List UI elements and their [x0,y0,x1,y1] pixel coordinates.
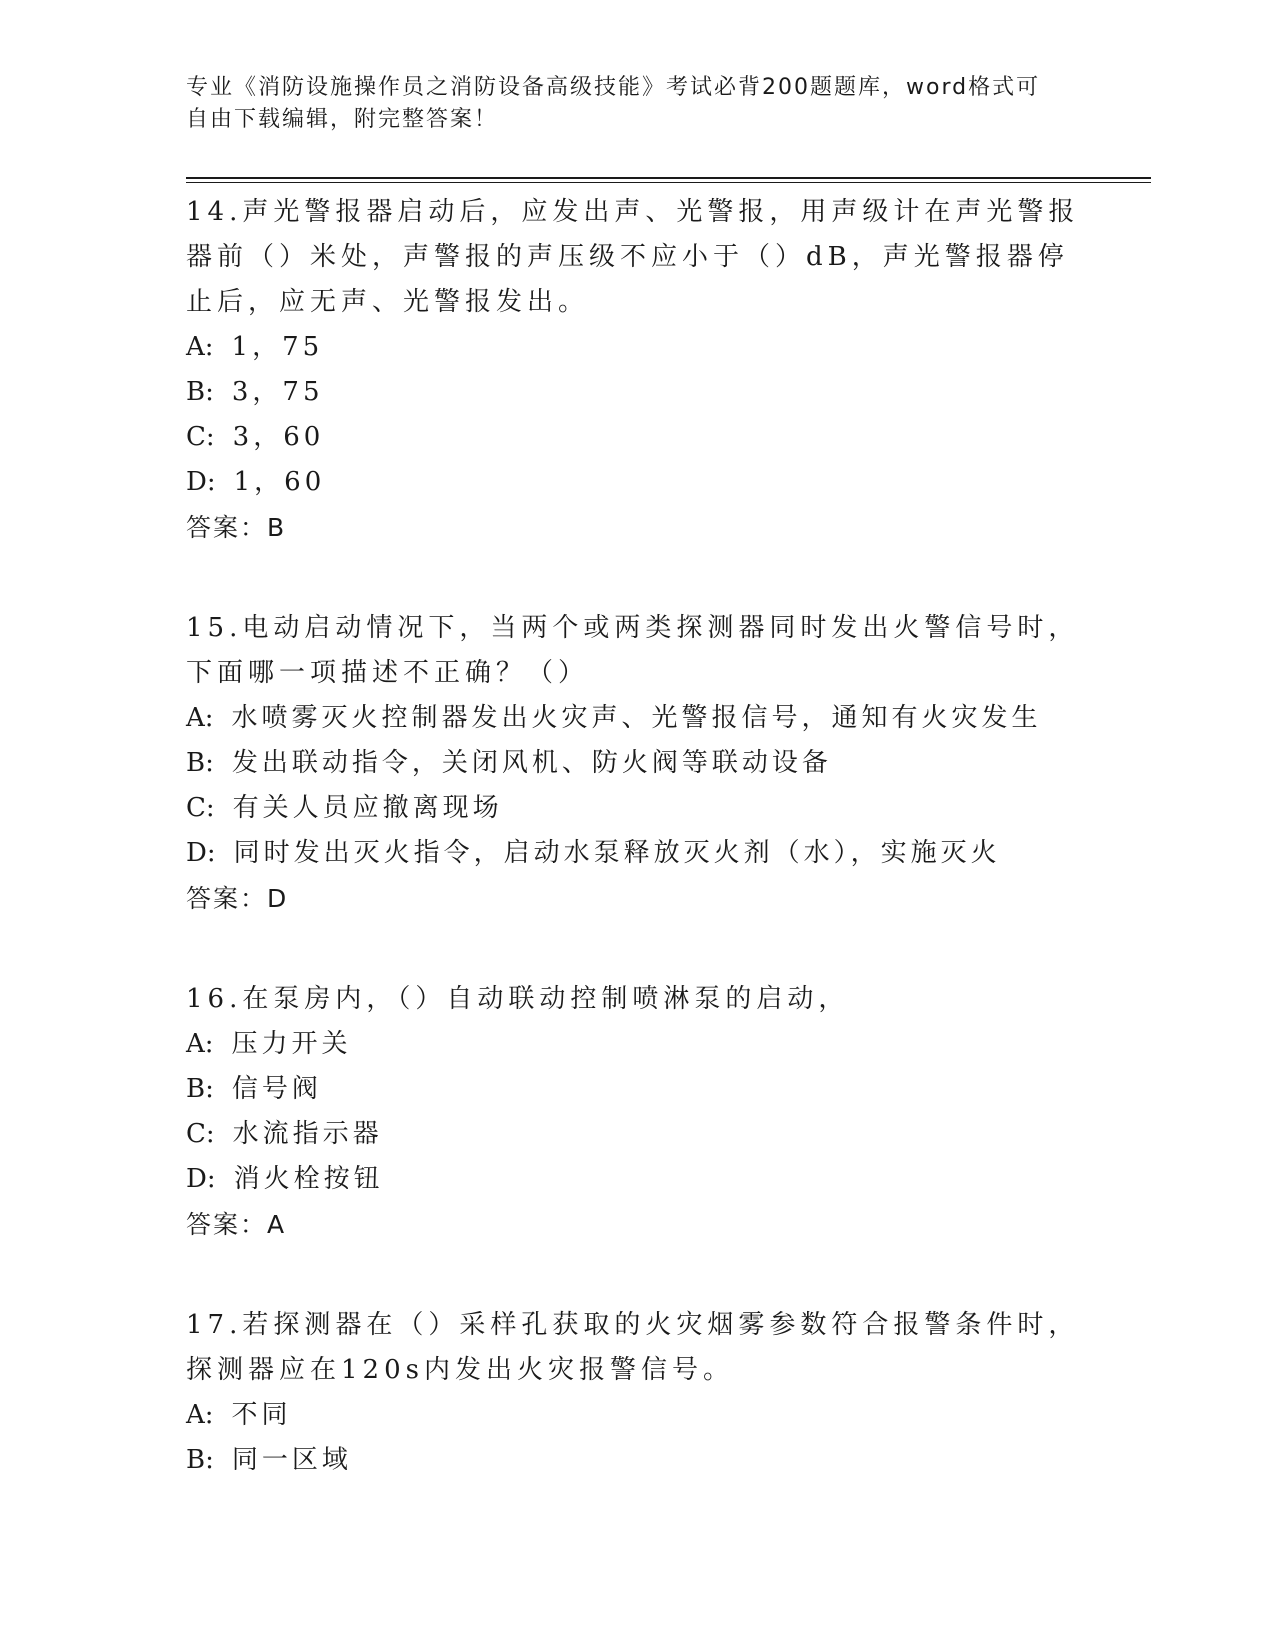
option-text: 有关人员应撤离现场 [232,793,503,823]
option-letter: A: [186,703,214,733]
option-a [186,325,1086,370]
option-b [186,370,1086,415]
option-letter: A: [186,1029,214,1059]
question-stem: 17.若探测器在（）采样孔获取的火灾烟雾参数符合报警条件时，探测器应在120s内发出火灾报警信号。 [186,1310,1080,1385]
option-b [186,1438,1086,1483]
answer-line: 答案：D [186,884,289,913]
option-c [186,415,1086,460]
option-a [186,1022,1086,1067]
question-14 [186,190,1086,550]
option-letter: D: [186,838,216,868]
header-divider-top [186,177,1151,179]
answer-line: 答案：A [186,1210,287,1239]
answer-line: 答案：B [186,513,287,542]
option-text: 水喷雾灭火控制器发出火灾声、光警报信号，通知有火灾发生 [231,703,1042,733]
header-line-2: 自由下载编辑，附完整答案！ [186,107,499,132]
question-stem: 16.在泵房内，（）自动联动控制喷淋泵的启动， [186,984,850,1014]
option-a [186,696,1086,741]
option-text: 消火栓按钮 [233,1164,384,1194]
option-letter: C: [186,1119,215,1149]
option-a [186,1393,1086,1438]
option-d [186,831,1086,876]
option-text: 3，60 [232,422,325,452]
option-letter: C: [186,793,215,823]
option-d [186,1157,1086,1202]
question-list [186,190,1086,1539]
question-stem: 15.电动启动情况下，当两个或两类探测器同时发出火警信号时，下面哪一项描述不正确？（） [186,613,1080,688]
option-letter: B: [186,377,214,407]
question-15 [186,606,1086,921]
option-text: 1，75 [231,332,324,362]
header-divider-bottom [186,182,1151,183]
option-letter: A: [186,1400,214,1430]
option-b [186,741,1086,786]
option-c [186,1112,1086,1157]
question-17 [186,1303,1086,1483]
option-letter: A: [186,332,214,362]
document-header [186,72,1066,136]
option-text: 压力开关 [231,1029,352,1059]
option-letter: C: [186,422,215,452]
option-letter: B: [186,1074,214,1104]
option-letter: B: [186,1445,214,1475]
option-text: 同一区域 [231,1445,352,1475]
option-text: 信号阀 [231,1074,322,1104]
option-letter: D: [186,1164,216,1194]
option-d [186,460,1086,505]
option-text: 同时发出灭火指令，启动水泵释放灭火剂（水），实施灭火 [233,838,1001,868]
option-text: 发出联动指令，关闭风机、防火阀等联动设备 [231,748,832,778]
option-letter: D: [186,467,216,497]
header-line-1: 专业《消防设施操作员之消防设备高级技能》考试必背200题题库，word格式可 [186,75,1041,100]
option-c [186,786,1086,831]
option-letter: B: [186,748,214,778]
option-b [186,1067,1086,1112]
question-16 [186,977,1086,1247]
option-text: 水流指示器 [232,1119,383,1149]
question-stem: 14.声光警报器启动后，应发出声、光警报，用声级计在声光警报器前（）米处，声警报的声压级不应小于（）dB，声光警报器停止后，应无声、光警报发出。 [186,197,1080,317]
option-text: 1，60 [233,467,326,497]
option-text: 不同 [231,1400,292,1430]
option-text: 3，75 [231,377,324,407]
